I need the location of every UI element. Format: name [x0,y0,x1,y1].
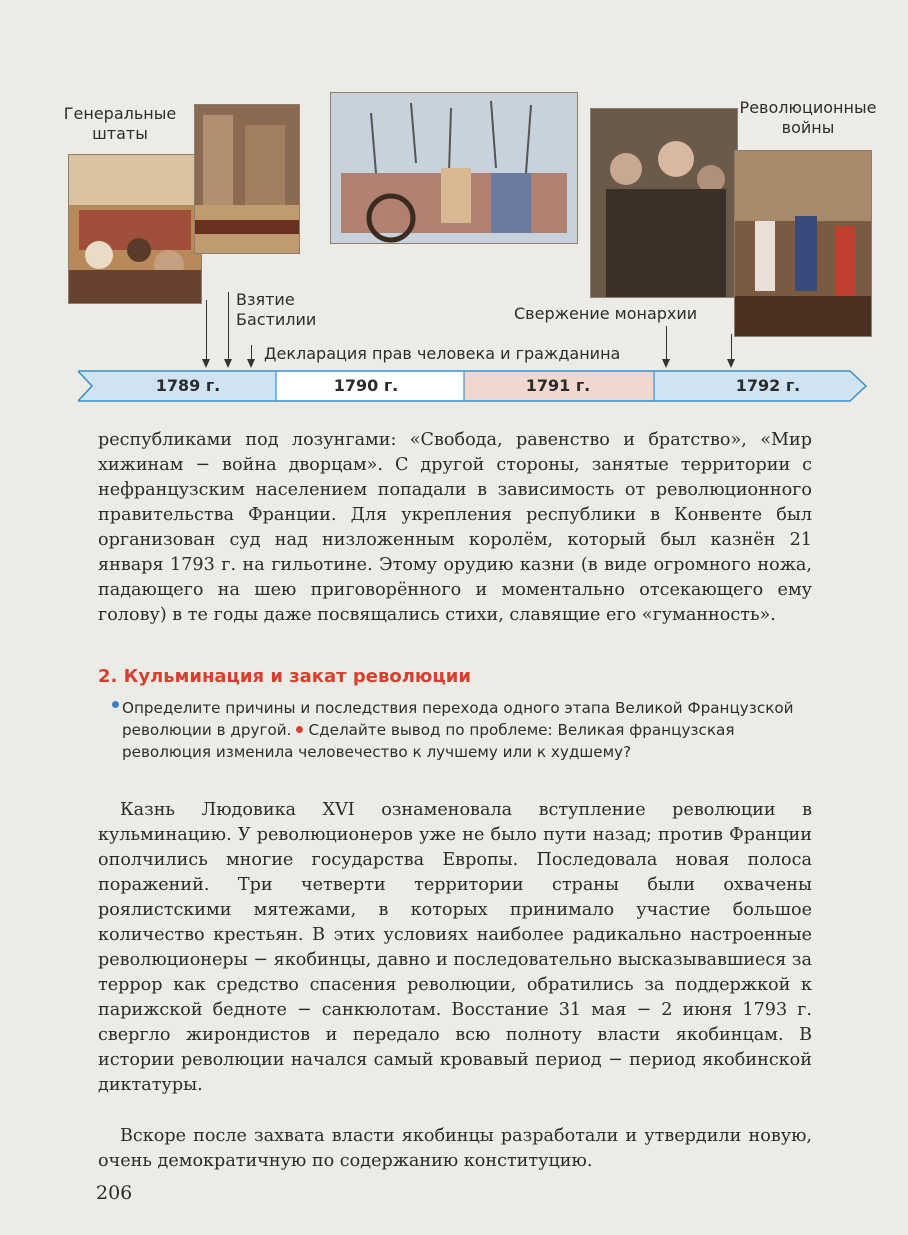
arrowhead-estates [202,359,210,368]
arrowhead-bastille [224,359,232,368]
paragraph-republics: республиками под лозунгами: «Свобода, равенство и братство», «Мир хижинам − война дворцам». С другой стороны, занятые территории с нефранцузским населением попадали в зависимость от революционного правительства Франции. Для укрепления республики в Конвенте был организован суд над низложенным королём, который был казнён 21 января 1793 г. на гильотине. Этому орудию казни (в виде огромного ножа, падающего на шею приговорённого и моментально отсекающего ему голову) в те годы даже посвящались стихи, славящие его «гуманность». [98,430,812,625]
paragraph-culmination: Казнь Людовика XVI ознаменовала вступление революции в кульминацию. У революционеров уже не было пути назад; против Франции ополчились многие государства Европы. Последовала новая полоса поражений. Три четверти территории страны были охвачены роялистскими мятежами, в которых принимало участие большое количество крестьян. В этих условиях наиболее радикально настроенные революционеры − якобинцы, давно и последовательно высказывавшиеся за террор как средство спасения революции, обратились за поддержкой к парижской бедноте − санкюлотам. Восстание 31 мая − 2 июня 1793 г. свергло жирондистов и передало всю полноту власти якобинцам. В истории революции начался самый кровавый период − период якобинской диктатуры. [98,800,812,1095]
task-questions [122,697,814,763]
arrow-overthrow [666,326,667,360]
estates-general-painting [68,154,202,304]
label-revolutionary-wars: Революционные войны [739,98,877,137]
revolutionary-wars-painting [734,150,872,337]
march-on-versailles-painting [330,92,578,244]
year-1791: 1791 г. [525,376,591,395]
arrow-bastille [228,292,229,360]
timeline-bar [78,370,868,402]
arrowhead-declaration [247,359,255,368]
task-question-1: Определите причины и последствия перехода одного этапа Великой Французской революции в другой. [122,699,794,739]
year-1789: 1789 г. [155,376,221,395]
task-question-2: Сделайте вывод по проблеме: Великая французская революция изменила человечество к лучшему или к худшему? [122,721,735,761]
bastille-painting [194,104,300,254]
arrow-wars [731,334,732,360]
arrow-declaration [251,345,252,360]
page-number: 206 [96,1182,133,1204]
label-estates-general: Генеральные штаты [63,104,177,143]
task-bullet [112,701,119,708]
arrowhead-overthrow [662,359,670,368]
section-heading: 2. Кульминация и закат революции [98,666,471,687]
label-overthrow: Свержение монархии [514,304,698,323]
year-1790: 1790 г. [333,376,399,395]
overthrow-monarchy-painting [590,108,738,298]
label-declaration: Декларация прав человека и гражданина [264,344,621,363]
task-separator-dot [296,726,303,733]
paragraph-constitution: Вскоре после захвата власти якобинцы разработали и утвердили новую, очень демократичную по содержанию конституцию. [98,1126,812,1171]
year-1792: 1792 г. [735,376,801,395]
arrowhead-wars [727,359,735,368]
label-bastille: Взятие Бастилии [236,290,317,329]
arrow-estates [206,300,207,360]
